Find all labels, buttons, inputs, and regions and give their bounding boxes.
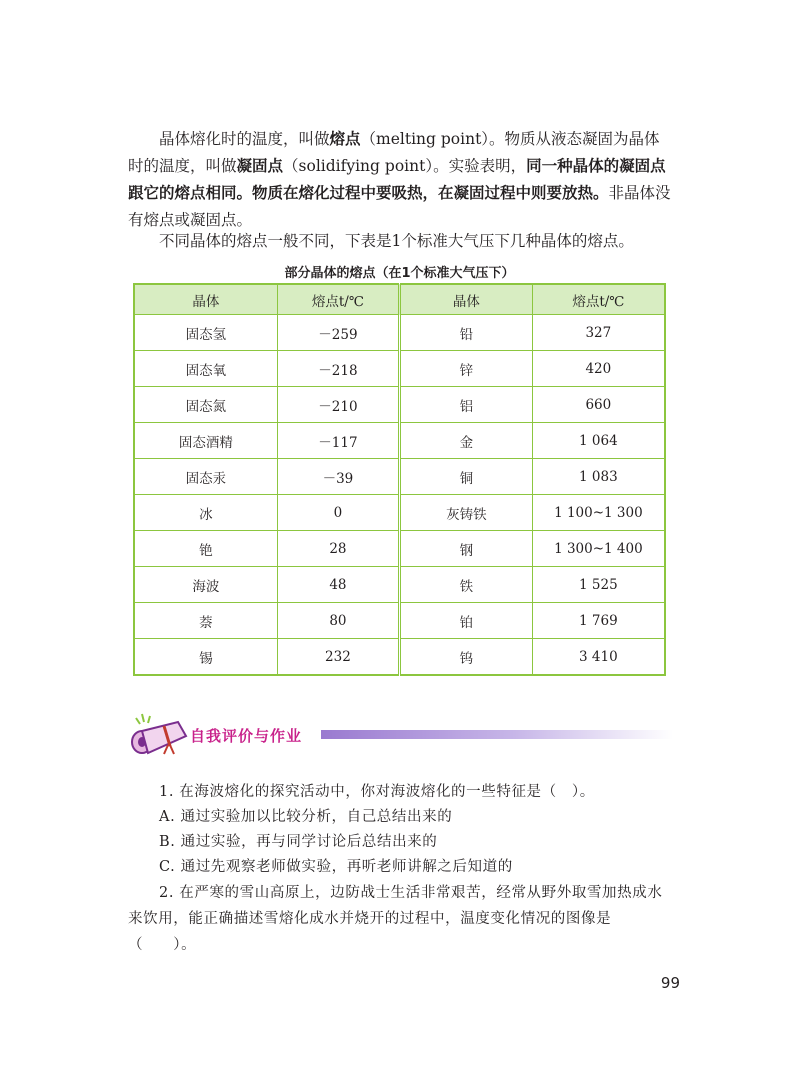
header-melting-point: 熔点t/℃ xyxy=(532,284,665,315)
table-row xyxy=(134,567,665,603)
crystal-name: 铅 xyxy=(399,315,532,351)
table-row xyxy=(134,423,665,459)
melting-point-value: 1 100~1 300 xyxy=(532,495,665,531)
melting-point-value: 327 xyxy=(532,315,665,351)
question-1-option-a: A. 通过实验加以比较分析，自己总结出来的 xyxy=(159,809,453,825)
intro-text-4: 非晶体没有熔点或凝固点。 xyxy=(128,184,671,229)
table-row xyxy=(134,495,665,531)
crystal-name: 铂 xyxy=(399,603,532,639)
header-melting-point: 熔点t/℃ xyxy=(277,284,399,315)
section-title: 自我评价与作业 xyxy=(190,727,303,745)
crystal-name: 钢 xyxy=(399,531,532,567)
crystal-name: 金 xyxy=(399,423,532,459)
crystal-name: 锌 xyxy=(399,351,532,387)
section-divider-bar xyxy=(321,730,673,739)
header-crystal: 晶体 xyxy=(399,284,532,315)
melting-point-value: 1 525 xyxy=(532,567,665,603)
page-number: 99 xyxy=(660,974,680,992)
melting-point-value: 1 300~1 400 xyxy=(532,531,665,567)
header-crystal: 晶体 xyxy=(134,284,277,315)
crystal-name: 固态酒精 xyxy=(134,423,277,459)
crystal-name: 固态氧 xyxy=(134,351,277,387)
crystal-name: 固态汞 xyxy=(134,459,277,495)
intro-paragraph xyxy=(128,126,673,234)
table-header-row xyxy=(134,284,665,315)
term-melting-point: 熔点 xyxy=(329,130,361,148)
question-1-option-b: B. 通过实验，再与同学讨论后总结出来的 xyxy=(159,834,438,850)
crystal-name: 铝 xyxy=(399,387,532,423)
self-assessment-banner xyxy=(128,712,673,756)
melting-point-value: 48 xyxy=(277,567,399,603)
melting-point-value: －39 xyxy=(277,459,399,495)
melting-point-value: 3 410 xyxy=(532,639,665,676)
melting-point-value: －218 xyxy=(277,351,399,387)
intro-text-3: （solidifying point）。实验表明， xyxy=(283,157,527,175)
intro-text-1: 晶体熔化时的温度，叫做 xyxy=(159,130,330,148)
melting-point-value: 1 083 xyxy=(532,459,665,495)
table-row xyxy=(134,315,665,351)
crystal-name: 铁 xyxy=(399,567,532,603)
melting-point-value: 28 xyxy=(277,531,399,567)
table-row xyxy=(134,603,665,639)
question-1-option-c: C. 通过先观察老师做实验，再听老师讲解之后知道的 xyxy=(159,859,513,875)
crystal-name: 铯 xyxy=(134,531,277,567)
melting-point-value: 0 xyxy=(277,495,399,531)
melting-point-value: 80 xyxy=(277,603,399,639)
scroll-icon xyxy=(128,712,190,756)
crystal-name: 铜 xyxy=(399,459,532,495)
melting-point-value: 232 xyxy=(277,639,399,676)
table-row xyxy=(134,351,665,387)
melting-point-value: 420 xyxy=(532,351,665,387)
melting-point-value: 1 064 xyxy=(532,423,665,459)
crystal-name: 固态氮 xyxy=(134,387,277,423)
crystal-name: 萘 xyxy=(134,603,277,639)
melting-point-value: －210 xyxy=(277,387,399,423)
crystal-name: 锡 xyxy=(134,639,277,676)
melting-point-value: 660 xyxy=(532,387,665,423)
table-row xyxy=(134,531,665,567)
intro-text-2: （melting point）。物质从液态凝固为晶体时的温度，叫做 xyxy=(128,130,660,175)
crystal-name: 海波 xyxy=(134,567,277,603)
table-intro-paragraph: 不同晶体的熔点一般不同，下表是1个标准大气压下几种晶体的熔点。 xyxy=(159,232,634,250)
crystal-name: 冰 xyxy=(134,495,277,531)
table-row xyxy=(134,387,665,423)
term-solidifying-point: 凝固点 xyxy=(236,157,284,175)
question-1: 1. 在海波熔化的探究活动中，你对海波熔化的一些特征是（ ）。 xyxy=(159,784,595,800)
table-row xyxy=(134,639,665,676)
crystal-name: 灰铸铁 xyxy=(399,495,532,531)
question-2: 2. 在严寒的雪山高原上，边防战士生活非常艰苦，经常从野外取雪加热成水来饮用，能正确描述雪熔化成水并烧开的过程中，温度变化情况的图像是（ ）。 xyxy=(128,885,663,953)
crystal-name: 钨 xyxy=(399,639,532,676)
melting-point-value: －259 xyxy=(277,315,399,351)
melting-point-value: 1 769 xyxy=(532,603,665,639)
crystal-name: 固态氢 xyxy=(134,315,277,351)
melting-point-table xyxy=(133,283,666,676)
table-caption: 部分晶体的熔点（在1个标准大气压下） xyxy=(284,266,515,281)
key-conclusion: 同一种晶体的凝固点跟它的熔点相同。物质在熔化过程中要吸热，在凝固过程中则要放热。 xyxy=(128,157,666,202)
table-row xyxy=(134,459,665,495)
melting-point-value: －117 xyxy=(277,423,399,459)
